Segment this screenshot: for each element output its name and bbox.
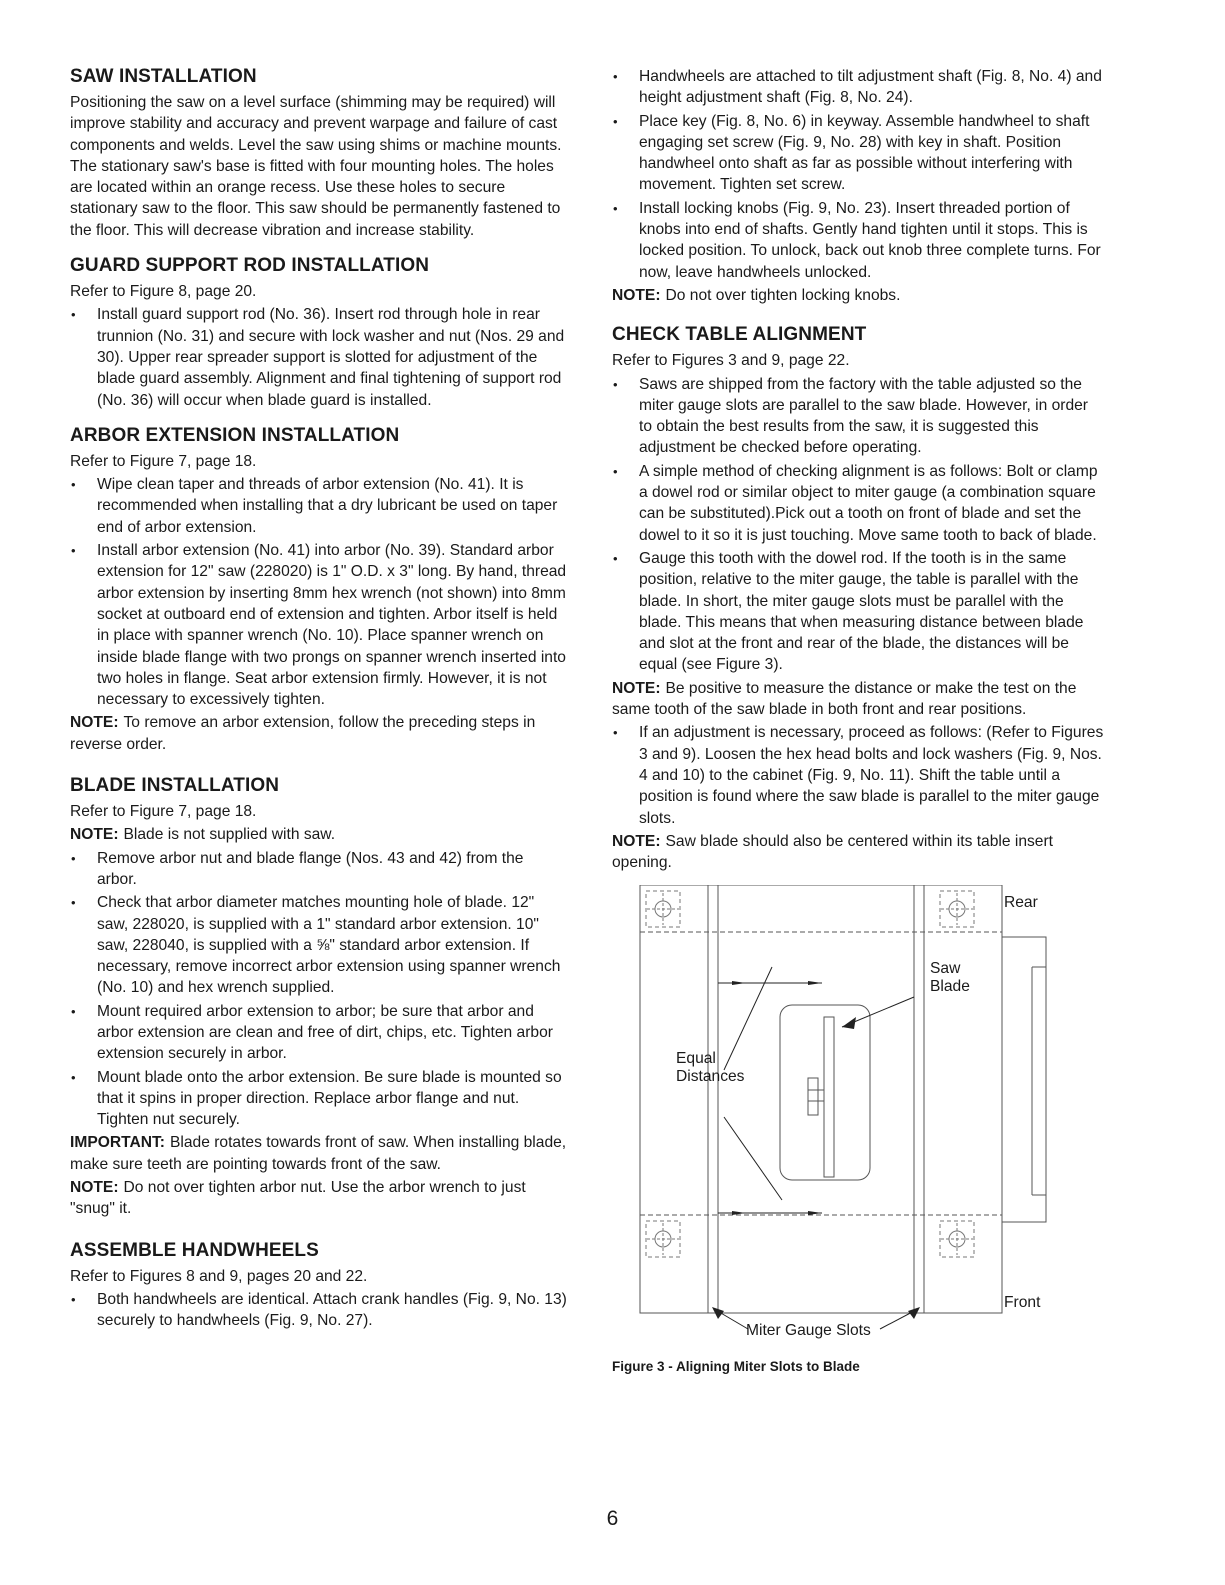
handwheels-continued-list <box>612 66 1104 283</box>
note-label: NOTE: <box>70 1179 119 1197</box>
list-item: • Install locking knobs (Fig. 9, No. 23). Insert threaded portion of knobs into end of shafts. Gently hand tighten until it stops. This is locked position. To unlock, back out knob three complete turns. For now, leave handwheels unlocked. <box>612 198 1104 283</box>
important-text: Blade rotates towards front of saw. When installing blade, make sure teeth are pointing towards front of the saw. <box>70 1134 567 1173</box>
blade-insert <box>780 1005 870 1180</box>
important-label: IMPORTANT: <box>70 1134 165 1152</box>
guard-support-ref: Refer to Figure 8, page 20. <box>70 283 257 301</box>
saw-installation-heading: SAW INSTALLATION <box>70 66 257 87</box>
mounting-hole-rear-right <box>940 891 974 927</box>
label-distances: Distances <box>676 1068 745 1086</box>
blade-installation-note <box>70 824 567 845</box>
blade-installation-list <box>70 848 567 1131</box>
assemble-handwheels-heading: ASSEMBLE HANDWHEELS <box>70 1239 319 1261</box>
leader-line <box>724 967 772 1070</box>
blade-important-note <box>70 1132 567 1175</box>
side-extension <box>1002 937 1046 1222</box>
check-table-alignment-list <box>612 374 1104 676</box>
arbor-extension-section <box>70 425 567 755</box>
blade-installation-heading: BLADE INSTALLATION <box>70 775 280 797</box>
list-item: • Gauge this tooth with the dowel rod. If the tooth is in the same position, relative to the miter gauge, the table is parallel with the blade. In short, the miter gauge slots must be parallel with the blade. This means that when measuring distance between blade and slot at the front and rear of the blade, the distances will be equal (see Figure 3). <box>612 548 1104 676</box>
note-label: NOTE: <box>70 826 119 844</box>
label-rear: Rear <box>1004 894 1038 912</box>
list-item: • Mount blade onto the arbor extension. Be sure blade is mounted so that it spins in proper direction. Replace arbor flange and nut. Tighten nut securely. <box>70 1067 567 1131</box>
saw-installation-section <box>70 66 567 241</box>
table-outline <box>640 885 1002 1313</box>
guard-support-section <box>70 255 567 411</box>
label-blade: Blade <box>930 978 970 996</box>
list-item: • Install arbor extension (No. 41) into arbor (No. 39). Standard arbor extension for 12" saw (228020) is 1" O.D. x 3" long. By hand, thread arbor extension by inserting 8mm hex wrench (not shown) into 8mm socket at outboard end of extension and tighten. Arbor itself is held in place with spanner wrench (No. 10). Place spanner wrench on inside blade flange with two prongs on spanner wrench inserted into two holes in flange. Seat arbor extension firmly. However, it is not necessary to excessively tighten. <box>70 540 567 710</box>
label-miter-gauge-slots: Miter Gauge Slots <box>746 1322 871 1340</box>
note-text: To remove an arbor extension, follow the preceding steps in reverse order. <box>70 714 536 753</box>
arrow-head <box>808 1211 822 1215</box>
handwheels-continued-section <box>612 66 1104 306</box>
figure-3-diagram <box>612 885 1104 1355</box>
label-equal: Equal <box>676 1050 716 1068</box>
note-text: Be positive to measure the distance or make the test on the same tooth of the saw blade in both front and rear positions. <box>612 679 1077 719</box>
label-saw: Saw <box>930 960 961 978</box>
arrow-head <box>732 1211 746 1215</box>
guard-support-list <box>70 304 567 410</box>
list-item: • Mount required arbor extension to arbor; be sure that arbor and arbor extension are clean and free of dirt, chips, etc. Tighten arbor extension securely in arbor. <box>70 1001 567 1065</box>
list-item: • Wipe clean taper and threads of arbor extension (No. 41). It is recommended when installing that a dry lubricant be used on taper end of arbor extension. <box>70 474 567 538</box>
note-label: NOTE: <box>612 286 661 304</box>
page-number: 6 <box>606 1507 619 1530</box>
note-text: Blade is not supplied with saw. <box>123 826 336 844</box>
arrow-head <box>808 981 822 985</box>
arrow-head <box>732 981 746 985</box>
mounting-hole-front-right <box>940 1221 974 1257</box>
leader-line <box>724 1117 782 1200</box>
handwheels-note <box>612 285 1104 306</box>
list-item: • If an adjustment is necessary, proceed as follows: (Refer to Figures 3 and 9). Loosen the hex head bolts and lock washers (Fig. 9, Nos. 4 and 10) to the cabinet (Fig. 9, No. 11). Shift the table until a position is found where the saw blade is parallel to the miter gauge slots. <box>612 722 1104 828</box>
check-table-alignment-heading: CHECK TABLE ALIGNMENT <box>612 324 867 346</box>
list-item: • Both handwheels are identical. Attach crank handles (Fig. 9, No. 13) securely to handwheels (Fig. 9, No. 27). <box>70 1289 567 1332</box>
check-table-alignment-ref: Refer to Figures 3 and 9, page 22. <box>612 352 850 370</box>
right-column <box>612 66 1104 1374</box>
blade-installation-ref: Refer to Figure 7, page 18. <box>70 803 257 821</box>
arbor-block <box>808 1078 818 1115</box>
note-label: NOTE: <box>612 832 661 850</box>
mounting-hole-front-left <box>646 1221 680 1257</box>
list-item: • Place key (Fig. 8, No. 6) in keyway. Assemble handwheel to shaft engaging set screw (Fig. 9, No. 28) with key in shaft. Position handwheel onto shaft as far as possible without interfering with movement. Tighten set screw. <box>612 111 1104 196</box>
check-table-note-2 <box>612 831 1104 874</box>
arrow-head <box>842 1017 856 1029</box>
check-table-list-2 <box>612 722 1104 828</box>
arbor-extension-heading: ARBOR EXTENSION INSTALLATION <box>70 424 400 446</box>
note-text: Do not over tighten locking knobs. <box>665 286 901 304</box>
note-label: NOTE: <box>612 679 661 697</box>
mounting-hole-rear-left <box>646 891 680 927</box>
figure-caption: Figure 3 - Aligning Miter Slots to Blade <box>612 1359 860 1375</box>
note-text: Saw blade should also be centered within its table insert opening. <box>612 832 1053 872</box>
arbor-extension-ref: Refer to Figure 7, page 18. <box>70 452 257 470</box>
list-item: • Saws are shipped from the factory with the table adjusted so the miter gauge slots are parallel to the saw blade. However, in order to obtain the best results from the saw, it is suggested this adjustment be checked before operating. <box>612 374 1104 459</box>
list-item: • Install guard support rod (No. 36). Insert rod through hole in rear trunnion (No. 31) and secure with lock washer and nut (Nos. 29 and 30). Upper rear spreader support is slotted for adjustment of the blade guard assembly. Alignment and final tightening of support rod (No. 36) will occur when blade guard is installed. <box>70 304 567 410</box>
blade-installation-section <box>70 775 567 1220</box>
assemble-handwheels-ref: Refer to Figures 8 and 9, pages 20 and 22. <box>70 1267 368 1285</box>
list-item: • A simple method of checking alignment is as follows: Bolt or clamp a dowel rod or similar object to miter gauge (a combination square can be substituted).Pick out a tooth on front of blade and set the dowel to it so it is just touching. Move same tooth to back of blade. <box>612 461 1104 546</box>
table-alignment-diagram <box>612 885 1104 1355</box>
check-table-note <box>612 678 1104 721</box>
note-label: NOTE: <box>70 714 119 732</box>
check-table-alignment-section <box>612 324 1104 873</box>
list-item: • Remove arbor nut and blade flange (Nos. 43 and 42) from the arbor. <box>70 848 567 891</box>
saw-installation-body: Positioning the saw on a level surface (shimming may be required) will improve stability and accuracy and prevent warpage and failure of cast components and welds. Level the saw using shims or machine mounts. The stationary saw's base is fitted with four mounting holes. The holes are located within an orange recess. Use these holes to secure stationary saw to the floor. This saw should be permanently fastened to the floor. This will decrease vibration and increase stability. <box>70 94 562 239</box>
assemble-handwheels-list <box>70 1289 567 1332</box>
arbor-extension-list <box>70 474 567 710</box>
guard-support-heading: GUARD SUPPORT ROD INSTALLATION <box>70 255 430 277</box>
note-text: Do not over tighten arbor nut. Use the arbor wrench to just "snug" it. <box>70 1179 526 1218</box>
blade-note-2 <box>70 1177 567 1220</box>
left-column <box>70 66 567 1334</box>
saw-blade <box>824 1017 834 1177</box>
list-item: • Handwheels are attached to tilt adjustment shaft (Fig. 8, No. 4) and height adjustment shaft (Fig. 8, No. 24). <box>612 66 1104 109</box>
arbor-extension-note <box>70 712 567 755</box>
label-front: Front <box>1004 1294 1041 1312</box>
list-item: • Check that arbor diameter matches mounting hole of blade. 12" saw, 228020, is supplied with a 1" standard arbor extension. 10" saw, 228040, is supplied with a ⅝" standard arbor extension. If necessary, remove incorrect arbor extension using spanner wrench (No. 10) and hex wrench supplied. <box>70 892 567 998</box>
assemble-handwheels-section <box>70 1240 567 1332</box>
